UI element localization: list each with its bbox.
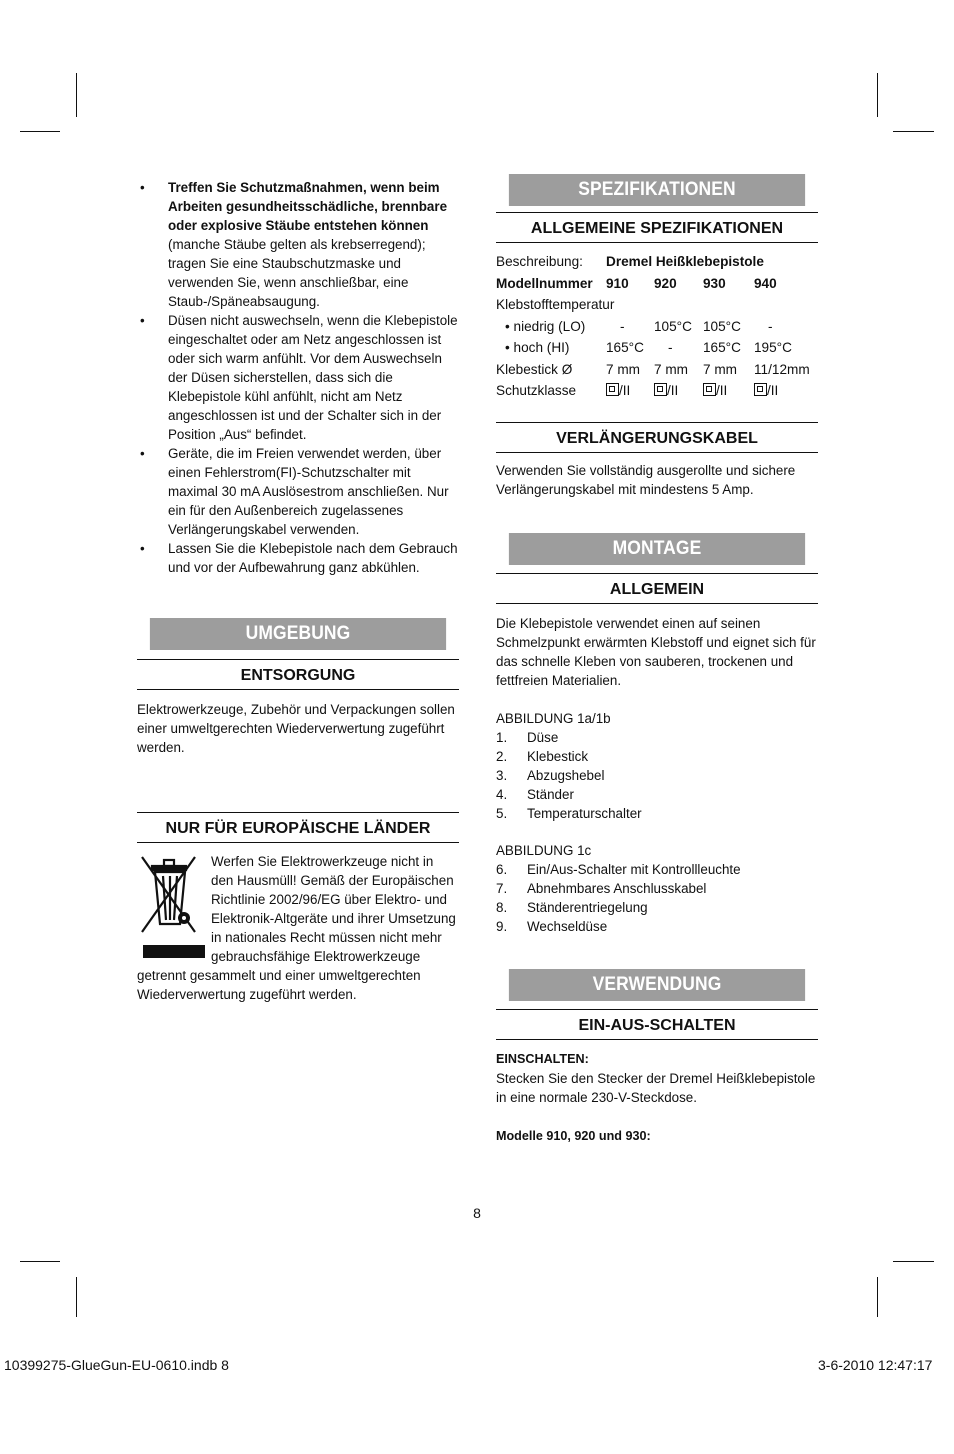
spec-value: - [768,318,773,334]
subheading-general-specs: ALLGEMEINE SPEZIFIKATIONEN [496,212,818,243]
item-number: 4. [496,786,508,802]
protection-class-value: /II [619,383,631,399]
model-number: 920 [654,275,677,291]
crop-mark [893,131,934,132]
entsorgung-text: Elektrowerkzeuge, Zubehör und Verpackungen sollen einer umweltgerechten Wiederverwertung zugeführt werden. [137,702,455,755]
models-note-label: Modelle 910, 920 und 930: [496,1128,651,1143]
section-title-montage: MONTAGE [509,533,805,565]
spec-table [496,251,810,402]
protection-class-value: /II [767,383,779,399]
spec-label: • hoch (HI) [505,340,570,356]
spec-row [496,337,810,359]
extension-cable-text: Verwenden Sie vollständig ausgerollte und sichere Verlängerungskabel mit mindestens 5 Amp. [496,462,796,497]
list-item [496,766,818,785]
protection-class-value: /II [667,383,679,399]
list-item [496,747,818,766]
protection-class-cell [654,380,703,402]
spec-row [496,251,810,273]
model-number: 940 [754,275,777,291]
spec-value: 105°C [654,318,692,334]
einschalten-text: Stecken Sie den Stecker der Dremel Heißklebepistole in eine normale 230-V-Steckdose. [496,1070,816,1105]
item-number: 5. [496,805,508,821]
list-item [496,879,818,898]
list-item [496,804,818,823]
list-item [496,785,818,804]
list-item [496,728,818,747]
spec-value: 165°C [703,340,741,356]
figure-1ab-parts-list [496,728,818,823]
crop-mark [20,131,60,132]
protection-class-cell [754,380,810,402]
spec-value: - [620,318,625,334]
subheading-entsorgung: ENTSORGUNG [137,659,459,690]
section-title-umgebung: UMGEBUNG [150,618,446,650]
footer-filename: 10399275-GlueGun-EU-0610.indb 8 [4,1357,229,1373]
crop-mark [76,73,77,117]
spec-value: 7 mm [606,361,640,377]
safety-bullet [137,178,459,311]
item-number: 8. [496,899,508,915]
item-text: Düse [527,729,559,745]
spec-label: Modellnummer [496,275,593,291]
spec-value: - [668,340,673,356]
subheading-on-off-switch: EIN-AUS-SCHALTEN [496,1009,818,1040]
item-number: 7. [496,880,508,896]
double-insulation-icon [703,383,716,396]
item-text: Ein/Aus-Schalter mit Kontrollleuchte [527,861,741,877]
spec-label: Schutzklasse [496,383,577,399]
safety-bullet [137,444,459,539]
item-number: 3. [496,767,508,783]
crop-mark [877,1277,878,1317]
spec-label: • niedrig (LO) [505,318,586,334]
model-number: 930 [703,275,726,291]
protection-class-value: /II [716,383,728,399]
bullet-text: Düsen nicht auswechseln, wenn die Klebepistole eingeschaltet oder am Netz angeschlossen ist oder sich warm anfühlt. Vor dem Auswechseln der Düsen sicherstellen, dass sich die Klebepistole kühl anfühlt, nicht am Netz angeschlossen ist und der Schalter sich in der Position „Aus“ befindet. [168,313,458,442]
subheading-eu-countries: NUR FÜR EUROPÄISCHE LÄNDER [137,812,459,843]
item-text: Temperaturschalter [527,805,642,821]
spec-value: 7 mm [654,361,688,377]
spec-value: Dremel Heißklebepistole [606,254,764,270]
section-title-spezifikationen: SPEZIFIKATIONEN [509,174,805,206]
protection-class-cell [703,380,754,402]
list-item [496,917,818,936]
spec-label: Beschreibung: [496,254,583,270]
spec-value: 165°C [606,340,644,356]
spec-label: Klebstofftemperatur [496,297,615,313]
bullet-bold-text: Treffen Sie Schutzmaßnahmen, wenn beim Arbeiten gesundheitsschädliche, brennbare oder explosive Stäube entstehen können [168,180,448,233]
bullet-text: Geräte, die im Freien verwendet werden, über einen Fehlerstrom(FI)-Schutzschalter mit maximal 30 mA Auslösestrom anschließen. Nur ein für den Außenbereich zugelassenes Verlängerungskabel verwenden. [168,446,449,537]
spec-row [496,380,810,402]
item-text: Abzugshebel [527,767,605,783]
crop-mark [893,1261,934,1262]
section-title-verwendung: VERWENDUNG [509,969,805,1001]
spec-row [496,359,810,381]
crop-mark [76,1277,77,1317]
spec-value: 105°C [703,318,741,334]
item-text: Ständerentriegelung [527,899,648,915]
item-text: Abnehmbares Anschlusskabel [527,880,707,896]
list-item [496,860,818,879]
double-insulation-icon [654,383,667,396]
left-column [137,178,459,1004]
item-number: 2. [496,748,508,764]
spec-value: 195°C [754,340,792,356]
protection-class-cell [606,380,654,402]
double-insulation-icon [754,383,767,396]
subheading-extension-cable: VERLÄNGERUNGSKABEL [496,422,818,453]
item-number: 9. [496,918,508,934]
figure-1c-parts-list [496,860,818,936]
item-text: Ständer [527,786,574,802]
spec-row [496,273,810,295]
bullet-text: Lassen Sie die Klebepistole nach dem Gebrauch und vor der Aufbewahrung ganz abkühlen. [168,541,458,575]
figure-1c-title: ABBILDUNG 1c [496,842,592,858]
spec-row [496,316,810,338]
allgemein-text: Die Klebepistole verwendet einen auf seinen Schmelzpunkt erwärmten Klebstoff und eignet sich für das schnelle Kleben von sauberen, trockenen und fettfreien Materialien. [496,615,816,688]
figure-1ab-title: ABBILDUNG 1a/1b [496,710,611,726]
spec-value: 7 mm [703,361,737,377]
safety-bullet [137,539,459,577]
page-number: 8 [473,1205,481,1221]
footer-timestamp: 3-6-2010 12:47:17 [818,1357,933,1373]
crop-mark [20,1261,60,1262]
safety-bullet-list [137,178,459,577]
safety-bullet [137,311,459,444]
weee-block [137,852,459,1004]
einschalten-label: EINSCHALTEN: [496,1051,589,1066]
bullet-text: (manche Stäube gelten als krebserregend); tragen Sie eine Staubschutzmaske und verwenden Sie, wenn anschließbar, eine Staub-/Späneabsaugung. [168,237,426,309]
right-column [496,174,818,1146]
spec-label: Klebestick Ø [496,361,573,377]
subheading-allgemein: ALLGEMEIN [496,573,818,604]
item-number: 6. [496,861,508,877]
list-item [496,898,818,917]
spec-value: 11/12mm [754,361,810,377]
eu-disposal-text: Werfen Sie Elektrowerkzeuge nicht in den Hausmüll! Gemäß der Europäischen Richtlinie 2002/96/EG über Elektro- und Elektronik-Altgeräte und ihrer Umsetzung in nationales Recht müssen nicht mehr gebrauchsfähige Elektrowerkzeuge getrennt gesammelt und einer umweltgerechten Wiederverwertung zugeführt werden. [137,854,456,1002]
double-insulation-icon [606,383,619,396]
model-number: 910 [606,275,629,291]
crop-mark [877,73,878,117]
item-text: Klebestick [527,748,589,764]
item-text: Wechseldüse [527,918,608,934]
spec-row [496,294,810,316]
crossed-out-bin-icon [137,852,207,962]
item-number: 1. [496,729,508,745]
